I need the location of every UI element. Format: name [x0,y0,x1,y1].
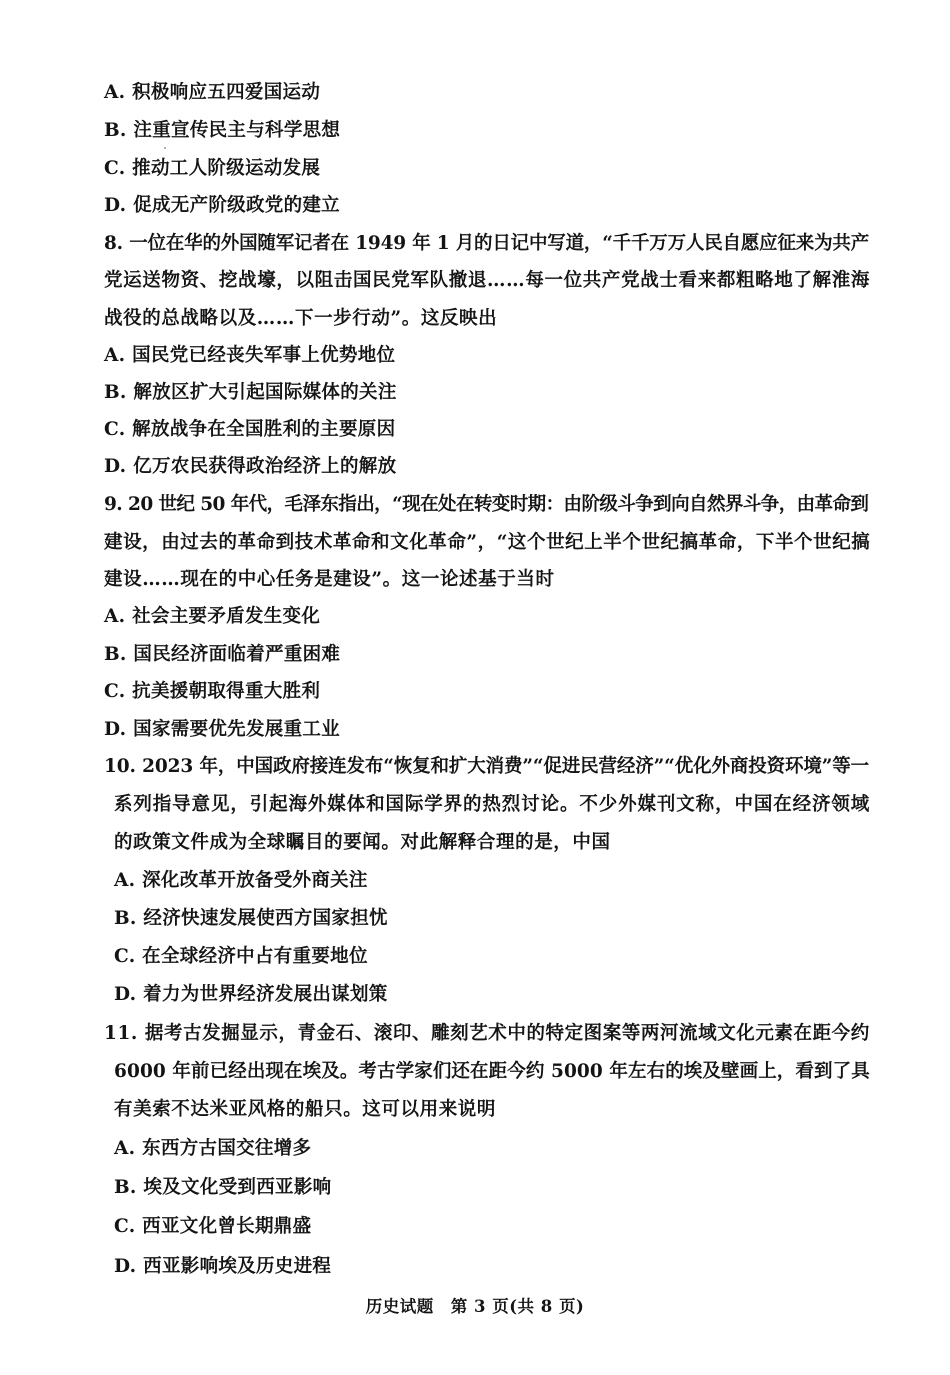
q11-option-a: A. 东西方古国交往增多 [114,1138,312,1159]
q8-option-d: D. 亿万农民获得政治经济上的解放 [104,456,397,477]
q9-option-c: C. 抗美援朝取得重大胜利 [104,681,321,702]
q11-stem-line-3: 有美索不达米亚风格的船只。这可以用来说明 [114,1099,497,1120]
q8-option-a: A. 国民党已经丧失军事上优势地位 [104,345,396,366]
q10-option-b: B. 经济快速发展使西方国家担忧 [114,908,388,929]
q7-option-b: B. 注重宣传民主与科学思想 [104,120,341,141]
q10-option-c: C. 在全球经济中占有重要地位 [114,946,368,967]
q9-option-a: A. 社会主要矛盾发生变化 [104,606,321,627]
q11-stem-line-2: 6000 年前已经出现在埃及。考古学家们还在距今约 5000 年左右的埃及壁画上，看到了具 [114,1061,870,1082]
q11-option-b: B. 埃及文化受到西亚影响 [114,1177,332,1198]
q10-option-a: A. 深化改革开放备受外商关注 [114,870,368,891]
q9-stem-line-2: 建设，由过去的革命到技术革命和文化革命”，“这个世纪上半个世纪搞革命，下半个世纪搞 [104,532,871,553]
q8-stem-line-1: 8. 一位在华的外国随军记者在 1949 年 1 月的日记中写道，“千千万万人民自愿应征来为共产 [104,233,870,254]
q10-stem-line-1: 10. 2023 年，中国政府接连发布“恢复和扩大消费”“促进民营经济”“优化外商投资环境”等一 [104,756,869,777]
q9-stem-line-3: 建设……现在的中心任务是建设”。这一论述基于当时 [104,569,555,590]
q8-option-b: B. 解放区扩大引起国际媒体的关注 [104,382,397,403]
q11-option-c: C. 西亚文化曾长期鼎盛 [114,1216,312,1237]
q7-option-a: A. 积极响应五四爱国运动 [104,82,321,103]
q8-stem-line-3: 战役的总战略以及……下一步行动”。这反映出 [104,308,498,329]
q8-option-c: C. 解放战争在全国胜利的主要原因 [104,419,396,440]
q11-stem-line-1: 11. 据考古发掘显示，青金石、滚印、雕刻艺术中的特定图案等两河流域文化元素在距今约 [104,1023,870,1044]
q10-stem-line-2: 系列指导意见，引起海外媒体和国际学界的热烈讨论。不少外媒刊文称，中国在经济领域 [114,794,871,815]
page-footer: 历史试题 第 3 页(共 8 页) [365,1297,585,1316]
q10-stem-line-3: 的政策文件成为全球瞩目的要闻。对此解释合理的是，中国 [114,832,611,853]
q11-option-d: D. 西亚影响埃及历史进程 [114,1256,332,1277]
q9-option-d: D. 国家需要优先发展重工业 [104,719,340,740]
q10-option-d: D. 着力为世界经济发展出谋划策 [114,984,388,1005]
q9-stem-line-1: 9. 20 世纪 50 年代，毛泽东指出，“现在处在转变时期：由阶级斗争到向自然界斗争，由革命到 [104,494,869,515]
q7-option-c: C. 推动工人阶级运动发展 [104,158,321,179]
scan-speck [164,147,166,149]
q7-option-d: D. 促成无产阶级政党的建立 [104,195,340,216]
q9-option-b: B. 国民经济面临着严重困难 [104,644,341,665]
q8-stem-line-2: 党运送物资、挖战壕，以阻击国民党军队撤退……每一位共产党战士看来都粗略地了解淮海 [104,270,871,291]
